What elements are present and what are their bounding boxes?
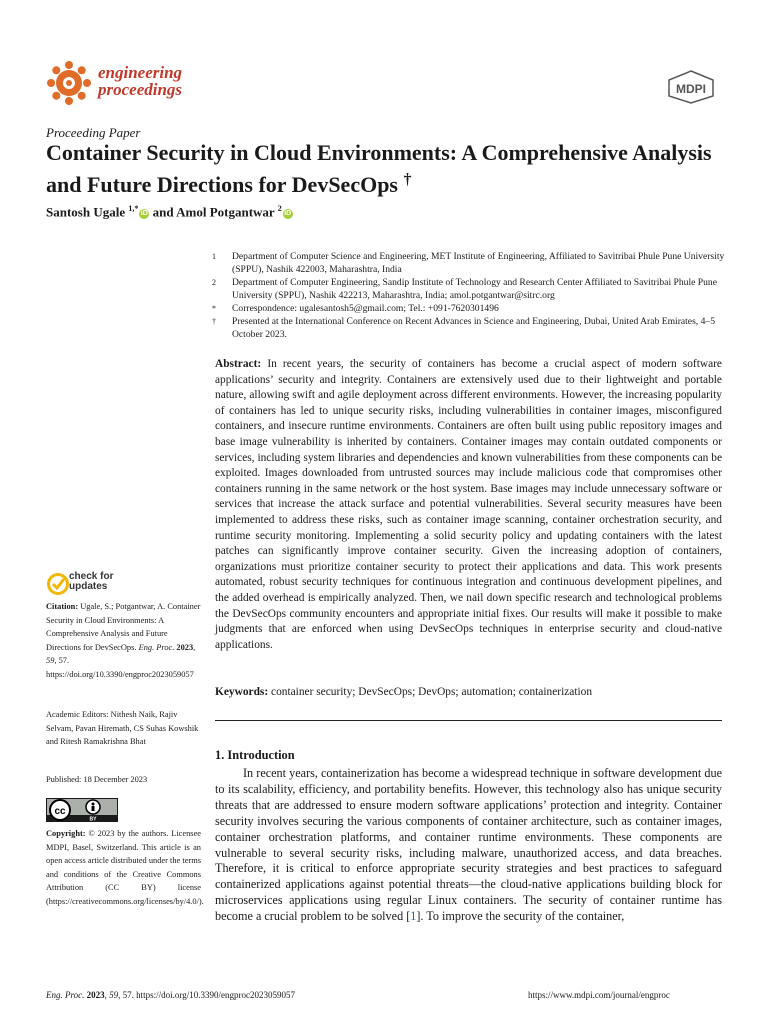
keywords-text: container security; DevSecOps; DevOps; automation; containerization <box>271 686 593 698</box>
affiliation-item <box>212 276 732 302</box>
copyright-label: Copyright: <box>46 829 86 838</box>
intro-text: In recent years, containerization has become a widespread technique in software development due to its scalability, efficiency, and portability benefits. However, this technology also has unique security threats that are addressed to ensure modern software applications’ protection and integrity. Container security involves securing the various components of container architecture, such as container images, container orchestration platforms, and container runtime environments. These components are vulnerable to several security risks, including malware, unauthorized access, and data breaches. Therefore, it is critical to enforce appropriate security strategies and best practices to safeguard containerized applications against potential threats—the cloud-native applications building block for microservices applications using regular Linux containers. The security of container runtime has become a crucial problem to be solved [ <box>215 766 722 924</box>
citation-label: Citation: <box>46 602 79 611</box>
copyright-text: © 2023 by the authors. Licensee MDPI, Basel, Switzerland. This article is an open access article distributed under the terms and conditions of the Creative Commons Attribution (CC BY) license (https://creativecommons.org/licenses/by/4.0/). <box>46 829 204 906</box>
cc-by-license-badge[interactable] <box>46 798 118 822</box>
affiliation-text: Presented at the International Conference on Recent Advances in Science and Engineering, Dubai, United Arab Emirates, 4–5 October 2023. <box>232 316 715 340</box>
paper-type: Proceeding Paper <box>46 125 141 140</box>
intro-text-continued: ]. To improve the security of the container, <box>416 909 625 924</box>
published-date: Published: 18 December 2023 <box>46 775 148 784</box>
affiliation-marker: † <box>212 317 216 326</box>
check-for-updates-line2: updates <box>69 581 108 592</box>
section-heading: 1. Introduction <box>215 748 295 762</box>
footer-journal: Eng. Proc. <box>46 990 85 1000</box>
check-for-updates-label[interactable] <box>69 572 113 592</box>
affiliation-item <box>212 302 732 315</box>
journal-name-line1: engineering <box>98 63 183 82</box>
cc-badge-label: BY <box>89 816 97 822</box>
paper-title-text: Container Security in Cloud Environments: A Comprehensive Analysis and Future Directions for DevSecOps <box>46 140 712 197</box>
abstract-label: Abstract: <box>215 358 262 370</box>
author-affiliation-mark: 1,* <box>128 204 139 213</box>
affiliation-text: Department of Computer Science and Engineering, MET Institute of Engineering, Affiliated to Savitribai Phule Pune University (SPPU), Nashik 422003, Maharashtra, India <box>232 251 725 275</box>
journal-name-line2: proceedings <box>98 80 183 99</box>
journal-logo-icon <box>46 60 92 106</box>
citation-block: Citation: Ugale, S.; Potgantwar, A. Container Security in Cloud Environments: A Comprehensive Analysis and Future Directions for DevSecOps. Eng. Proc. 2023, 59, 57. https://doi.org/10.3390/engproc2023059057 <box>46 602 201 679</box>
affiliation-marker: 1 <box>212 252 216 261</box>
author-affiliation-mark: 2 <box>277 204 282 213</box>
section-divider <box>215 720 722 721</box>
keywords <box>215 686 722 698</box>
citation-doi[interactable]: , 57. https://doi.org/10.3390/engproc2023059057 <box>46 656 194 679</box>
svg-text:cc: cc <box>54 806 66 817</box>
affiliation-text: Correspondence: ugalesantosh5@gmail.com; Tel.: +091-7620301496 <box>232 303 499 314</box>
citation-text: Ugale, S.; Potgantwar, A. Container Security in Cloud Environments: A Comprehensive Analysis and Future Directions for DevSecOps. <box>46 602 201 652</box>
paper-title <box>46 139 726 198</box>
affiliation-marker: 2 <box>212 278 216 287</box>
mdpi-logo-icon <box>666 70 716 104</box>
citation-link[interactable]: 1 <box>410 909 417 924</box>
author-name[interactable]: Santosh Ugale <box>46 204 126 220</box>
orcid-icon[interactable]: iD <box>284 210 292 218</box>
citation-year: 2023 <box>176 642 194 652</box>
footer-volume: 59 <box>109 990 119 1000</box>
author-conjunction: and <box>152 204 174 220</box>
citation-journal: Eng. Proc. <box>138 642 175 652</box>
affiliation-text: Department of Computer Engineering, Sandip Institute of Technology and Research Center Affiliated to Savitribai Phule Pune University (SPPU), Nashik 422213, Maharashtra, India; amol.potgantwar@sitrc.org <box>232 277 717 301</box>
footer-citation: Eng. Proc. 2023, 59, 57. https://doi.org/10.3390/engproc2023059057 <box>46 990 295 1000</box>
affiliation-marker: * <box>212 304 216 313</box>
footer-doi[interactable]: , 57. https://doi.org/10.3390/engproc2023059057 <box>118 990 295 1000</box>
affiliations <box>212 250 732 341</box>
affiliation-item <box>212 315 732 341</box>
keywords-label: Keywords: <box>215 686 269 698</box>
intro-paragraph <box>215 766 722 925</box>
citation-volume: 59 <box>46 656 55 666</box>
abstract <box>215 357 722 653</box>
author-list <box>46 204 293 220</box>
journal-name <box>98 64 182 98</box>
abstract-text: In recent years, the security of containers has become a crucial aspect of modern software applications’ security and integrity. Containers are extensively used due to their lightweight and portable nature, allowing swift and agile deployment across different environments. However, the increasing popularity of containers has led to unique security risks, including vulnerabilities in container images, misconfigured containers, and insecure runtime environments. Containers are often built using public repository images and base image vulnerability is inherited by containers. Container images may contain outdated components or services, including system libraries and dependencies and known vulnerabilities from these components can be exploited. Images downloaded from untrusted sources may include malicious code that compromises other containers running in the same network or the host system. Base images may include unnecessary software or services that increase the attack surface and potential vulnerabilities. Several security measures have been implemented to address these risks, such as container image scanning, container orchestration security, and runtime security monitoring. Implementing a solid security policy and updating containers with the latest patches can significantly improve container security. Given the increasing adoption of containers, organizations must prioritize container security to protect their applications and data. This work presents automated, robust security techniques for continuous integration and continuous development pipelines, and the added overhead is empirically analyzed. Then, we nail down specific research and technological problems the DevSecOps community encounters and appropriate initial fixes. Our results will make it possible to make judgments that are enforced when using DevSecOps techniques in enterprise security and cloud-native applications. <box>215 358 722 651</box>
orcid-icon[interactable]: iD <box>140 210 148 218</box>
publisher-name: MDPI <box>676 82 706 96</box>
affiliation-item <box>212 250 732 276</box>
author-name[interactable]: Amol Potgantwar <box>176 204 275 220</box>
footer-journal-url[interactable]: https://www.mdpi.com/journal/engproc <box>528 990 670 1000</box>
title-footnote-mark: † <box>403 171 412 188</box>
copyright-block <box>46 827 204 909</box>
check-for-updates-line1: check for <box>69 571 114 582</box>
academic-editors: Academic Editors: Nithesh Naik, Rajiv Selvam, Pavan Hiremath, CS Suhas Kowshik and Ritesh Ramakrishna Bhat <box>46 710 199 747</box>
footer-year: 2023 <box>86 990 105 1000</box>
